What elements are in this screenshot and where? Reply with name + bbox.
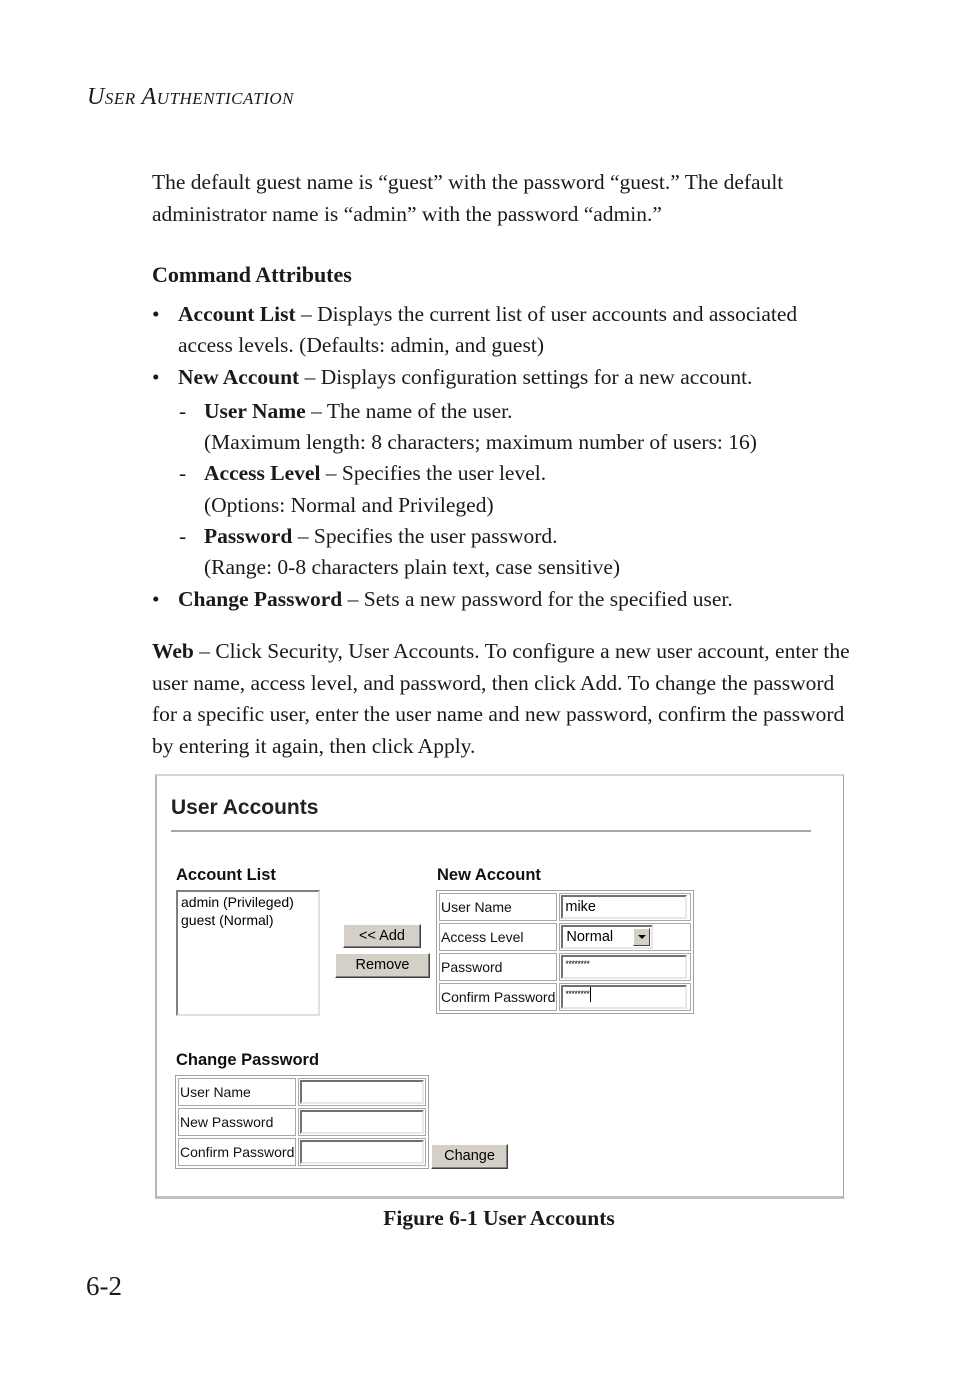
change-new-password-input[interactable] xyxy=(300,1110,424,1134)
form-row xyxy=(439,983,691,1011)
description: – Displays the current list of user accounts and associated access levels. (Defaults: admin, and guest) xyxy=(178,302,798,358)
account-list-label: Account List xyxy=(176,866,276,884)
add-button[interactable]: << Add xyxy=(343,924,421,948)
change-user-name-input[interactable] xyxy=(300,1080,424,1104)
new-confirm-password-input[interactable] xyxy=(561,985,687,1009)
form-row xyxy=(439,893,691,921)
section-heading: Command Attributes xyxy=(152,262,352,287)
bullet: • xyxy=(152,302,160,326)
confirm-password-value: ******** xyxy=(565,989,590,999)
term: Web xyxy=(152,639,194,663)
user-name-label: User Name xyxy=(439,893,557,921)
dash: - xyxy=(179,524,187,549)
confirm-password-label: Confirm Password xyxy=(439,983,557,1011)
intro-paragraph: The default guest name is “guest” with the password “guest.” The default administrator name is “admin” with the password “admin.” xyxy=(152,170,784,226)
form-row xyxy=(439,923,691,951)
access-level-value: Normal xyxy=(566,929,614,945)
change-button[interactable]: Change xyxy=(431,1144,508,1169)
confirm-password-label: Confirm Password xyxy=(178,1138,296,1166)
dash: - xyxy=(179,398,187,423)
note: (Maximum length: 8 characters; maximum number of users: 16) xyxy=(204,430,757,455)
description: – Displays configuration settings for a new account. xyxy=(299,364,753,389)
note: (Options: Normal and Privileged) xyxy=(204,492,494,517)
list-item-new-account xyxy=(152,362,852,393)
form-row xyxy=(439,953,691,981)
term: Change Password xyxy=(178,586,343,611)
page-number: 6-2 xyxy=(86,1271,122,1301)
description: – Click Security, User Accounts. To configure a new user account, enter the user name, access level, and password, then click Add. To change the password for a specific user, enter the user name and new password, confirm the password by entering it again, then click Apply. xyxy=(152,639,850,758)
term: Password xyxy=(204,524,293,549)
figure-caption: Figure 6-1 User Accounts xyxy=(383,1206,615,1230)
new-password-label: New Password xyxy=(178,1108,296,1136)
list-item-account-list xyxy=(152,299,852,362)
form-row xyxy=(178,1078,426,1106)
dash: - xyxy=(179,461,187,486)
term: Access Level xyxy=(204,461,321,486)
new-account-label: New Account xyxy=(437,866,541,884)
note: (Range: 0-8 characters plain text, case sensitive) xyxy=(204,555,621,580)
account-listbox[interactable] xyxy=(176,890,320,1016)
term: User Name xyxy=(204,398,306,423)
dropdown-arrow-icon[interactable] xyxy=(633,928,650,946)
description: – Specifies the user password. xyxy=(292,524,558,549)
sub-item-user-name xyxy=(152,396,852,459)
access-level-label: Access Level xyxy=(439,923,557,951)
change-password-label: Change Password xyxy=(176,1051,320,1069)
bullet: • xyxy=(152,586,160,611)
bullet: • xyxy=(152,364,160,389)
sub-item-password xyxy=(152,521,852,584)
description: – The name of the user. xyxy=(305,398,513,423)
attribute-list xyxy=(152,299,852,615)
access-level-select[interactable] xyxy=(561,925,653,949)
description: – Sets a new password for the specified user. xyxy=(342,586,733,611)
title-divider xyxy=(171,830,811,832)
form-row xyxy=(178,1138,426,1166)
text-cursor xyxy=(590,987,591,1002)
header-text: SER xyxy=(104,89,136,108)
panel-title: User Accounts xyxy=(171,796,319,819)
change-confirm-password-input[interactable] xyxy=(300,1140,424,1164)
account-list-item[interactable]: admin (Privileged) xyxy=(181,894,294,910)
header-text: UTHENTICATION xyxy=(156,89,294,108)
new-account-form xyxy=(436,890,694,1014)
header-letter: U xyxy=(87,84,105,110)
new-user-name-input[interactable]: mike xyxy=(561,895,687,919)
description: – Specifies the user level. xyxy=(320,461,547,486)
term: Account List xyxy=(178,302,296,326)
term: New Account xyxy=(178,364,300,389)
list-item-change-password xyxy=(152,584,852,615)
form-row xyxy=(178,1108,426,1136)
account-list-item[interactable]: guest (Normal) xyxy=(181,912,274,928)
user-name-label: User Name xyxy=(178,1078,296,1106)
new-password-input[interactable]: ******** xyxy=(561,955,687,979)
running-header xyxy=(87,84,294,111)
web-instructions xyxy=(152,636,852,762)
sub-item-access-level xyxy=(152,458,852,521)
user-accounts-screenshot xyxy=(155,774,844,1199)
password-label: Password xyxy=(439,953,557,981)
remove-button[interactable]: Remove xyxy=(335,953,430,978)
change-password-form xyxy=(175,1075,429,1169)
header-letter: A xyxy=(141,84,157,110)
